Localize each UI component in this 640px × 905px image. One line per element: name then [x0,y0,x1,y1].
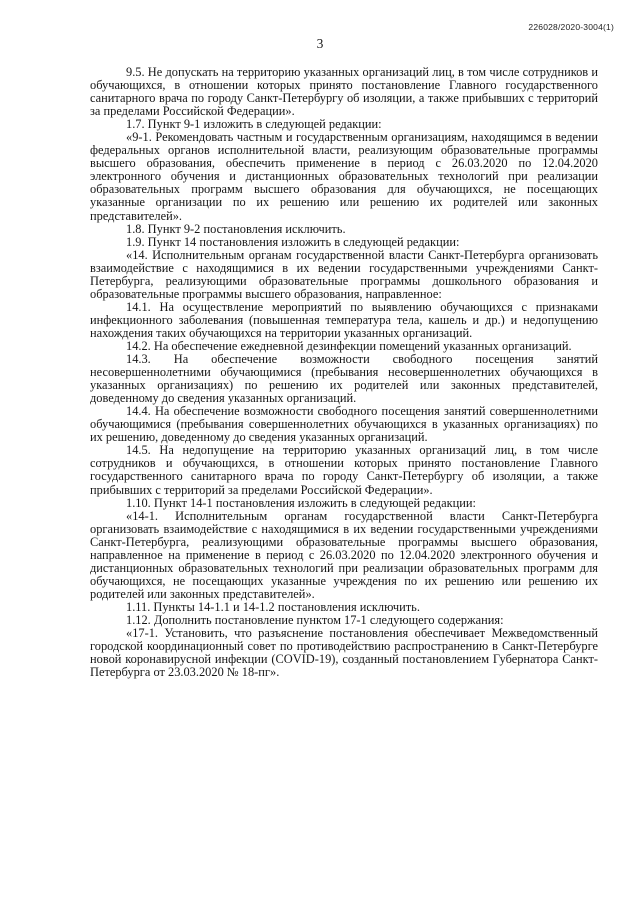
paragraph-9-1: «9-1. Рекомендовать частным и государственным организациям, находящимся в ведении федеральных органов исполнительной власти, реализующим образовательные программы высшего образования, обеспечить применение в период с 26.03.2020 по 12.04.2020 электронного обучения и дистанционных образовательных технологий при реализации образовательных программ высшего образования для обучающихся, не посещающих указанные организации по их решению или решению их родителей или законных представителей». [90,130,598,223]
paragraph-1-7: 1.7. Пункт 9-1 изложить в следующей редакции: [126,117,382,132]
paragraph-17-1: «17-1. Установить, что разъяснение постановления обеспечивает Межведомственный городской координационный совет по противодействию распространению в Санкт-Петербурге новой коронавирусной инфекции (COVID-19), созданный постановлением Губернатора Санкт-Петербурга от 23.03.2020 № 18-пг». [90,626,598,680]
document-number: 226028/2020-3004(1) [528,22,614,32]
page-number: 3 [316,36,324,51]
paragraph-1-9: 1.9. Пункт 14 постановления изложить в следующей редакции: [126,234,460,249]
paragraph-1-10: 1.10. Пункт 14-1 постановления изложить в следующей редакции: [126,495,476,510]
paragraph-14-1-new: «14-1. Исполнительным органам государственной власти Санкт-Петербурга организовать взаимодействие с находящимися в их ведении государственными учреждениями Санкт-Петербурга, реализующими образовательные программы высшего образования, направленное на применение в период с 26.03.2020 по 12.04.2020 электронного обучения и дистанционных образовательных технологий при реализации образовательных программ для обучающихся, не посещающих указанные учреждения по их решению или решению их родителей или законных представителей». [90,508,598,601]
paragraph-14-1: 14.1. На осуществление мероприятий по выявлению обучающихся с признаками инфекционного заболевания (повышенная температура тела, кашель и др.) и недопущению нахождения таких обучающихся на территории указанных организаций. [90,299,598,340]
paragraph-9-5: 9.5. Не допускать на территорию указанных организаций лиц, в том числе сотрудников и обучающихся, в отношении которых принято постановление Главного государственного санитарного врача по городу Санкт-Петербургу об изоляции, а также прибывших с территорий за пределами Российской Федерации». [90,65,598,119]
paragraph-14-2: 14.2. На обеспечение ежедневной дезинфекции помещений указанных организаций. [126,338,572,353]
document-body [90,66,598,679]
paragraph-1-12: 1.12. Дополнить постановление пунктом 17-1 следующего содержания: [126,612,504,627]
paragraph-1-8: 1.8. Пункт 9-2 постановления исключить. [126,221,346,236]
paragraph-14-4: 14.4. На обеспечение возможности свободного посещения занятий совершеннолетними обучающимися (пребывания совершеннолетних обучающихся в указанных организациях) по их решению, доведенному до сведения указанных организаций. [90,404,598,445]
paragraph-1-11: 1.11. Пункты 14-1.1 и 14-1.2 постановления исключить. [126,599,420,614]
paragraph-14: «14. Исполнительным органам государственной власти Санкт-Петербурга организовать взаимодействие с находящимися в их ведении государственными учреждениями Санкт-Петербурга, реализующими образовательные программы дошкольного образования и образовательные программы высшего образования, направленное: [90,247,598,301]
paragraph-14-5: 14.5. На недопущение на территорию указанных организаций лиц, в том числе сотрудников и обучающихся, в отношении которых принято постановление Главного государственного санитарного врача по городу Санкт-Петербургу об изоляции, а также прибывших с территорий за пределами Российской Федерации». [90,443,598,497]
paragraph-14-3: 14.3. На обеспечение возможности свободного посещения занятий несовершеннолетними обучающимися (пребывания несовершеннолетних обучающихся в указанных организациях) по решению их родителей или законных представителей, доведенному до сведения указанных организаций. [90,352,598,406]
